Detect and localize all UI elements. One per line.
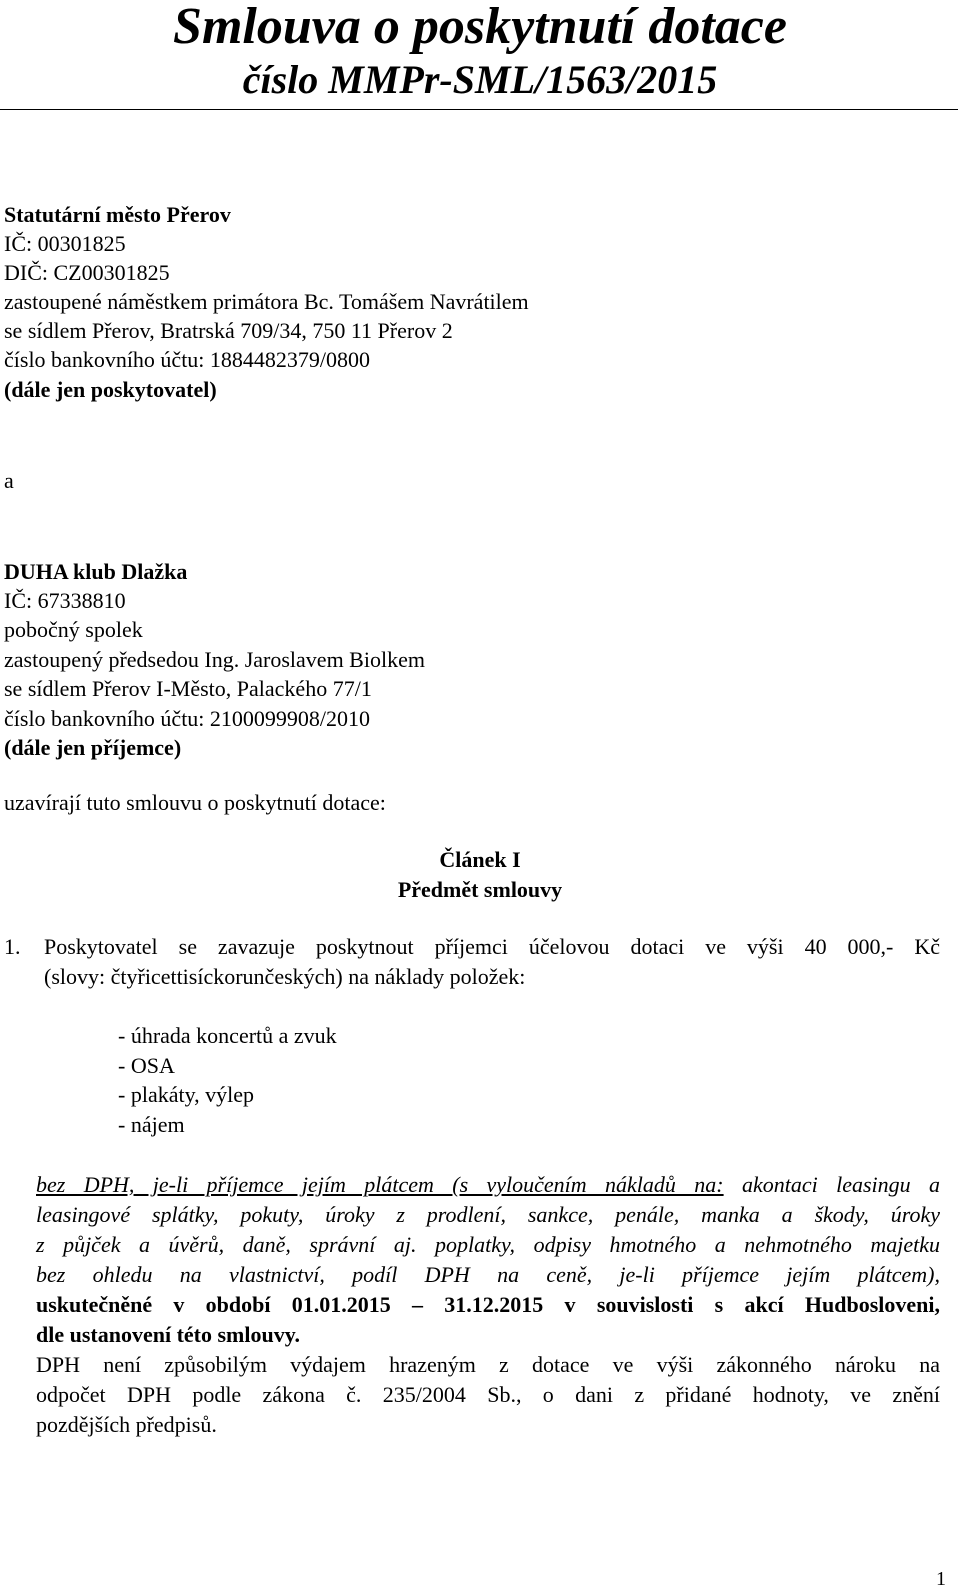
para-line-4: bez ohledu na vlastnictví, podíl DPH na ceně, je-li příjemce jejím plátcem), [36,1262,940,1287]
contract-number: číslo MMPr-SML/1563/2015 [242,57,718,102]
article-title: Předmět smlouvy [397,877,563,902]
conjunction: a [4,468,14,493]
list-item: - úhrada koncertů a zvuk [118,1023,337,1048]
provider-account: číslo bankovního účtu: 1884482379/0800 [4,347,371,372]
para-line-9: pozdějších předpisů. [36,1412,217,1437]
recipient-seat: se sídlem Přerov I-Město, Palackého 77/1 [4,676,372,701]
recipient-type: pobočný spolek [4,617,143,642]
list-item: - plakáty, výlep [118,1082,255,1107]
recipient-represented: zastoupený předsedou Ing. Jaroslavem Biolkem [4,647,425,672]
provider-ic: IČ: 00301825 [4,231,126,256]
list-item: - nájem [118,1112,185,1137]
title-divider [0,109,958,110]
para-line-5: uskutečněné v období 01.01.2015 – 31.12.2015 v souvislosti s akcí Hudbosloveni, [36,1292,940,1317]
para-line-6: dle ustanovení této smlouvy. [36,1322,301,1347]
provider-role: (dále jen poskytovatel) [4,377,217,402]
provider-represented: zastoupené náměstkem primátora Bc. Tomášem Navrátilem [4,289,529,314]
recipient-role: (dále jen příjemce) [4,735,182,760]
clause-line-2: (slovy: čtyřicettisíckorunčeských) na náklady položek: [44,964,526,989]
list-item: - OSA [118,1053,175,1078]
intro-text: uzavírají tuto smlouvu o poskytnutí dotace: [4,790,386,815]
para-line-1: bez DPH, je-li příjemce jejím plátcem (s vyloučením nákladů na: akontaci leasingu a [36,1172,941,1197]
conditions-paragraph [36,1170,940,1440]
provider-seat: se sídlem Přerov, Bratrská 709/34, 750 11 Přerov 2 [4,318,453,343]
page-number: 1 [936,1568,946,1590]
clause-number: 1. [4,934,21,959]
para-line-3: z půjček a úvěrů, daně, správní aj. poplatky, odpisy hmotného a nehmotného majetku [36,1232,940,1257]
recipient-name: DUHA klub Dlažka [4,559,188,584]
provider-dic: DIČ: CZ00301825 [4,260,170,285]
clause-text [44,932,940,992]
article-number: Článek I [439,847,521,872]
recipient-ic: IČ: 67338810 [4,588,126,613]
provider-name: Statutární město Přerov [4,202,231,227]
recipient-account: číslo bankovního účtu: 2100099908/2010 [4,706,371,731]
para-line-2: leasingové splátky, pokuty, úroky z prodlení, sankce, penále, manka a škody, úroky [36,1202,940,1227]
clause-line-1: Poskytovatel se zavazuje poskytnout příjemci účelovou dotaci ve výši 40 000,- Kč [44,934,940,959]
para-line-8: odpočet DPH podle zákona č. 235/2004 Sb., o dani z přidané hodnoty, ve znění [36,1382,940,1407]
para-underlined: bez DPH, je-li příjemce jejím plátcem (s vyloučením nákladů na: [36,1172,724,1197]
para-line-7: DPH není způsobilým výdajem hrazeným z dotace ve výši zákonného nároku na [36,1352,940,1377]
document-title: Smlouva o poskytnutí dotace [173,0,787,55]
